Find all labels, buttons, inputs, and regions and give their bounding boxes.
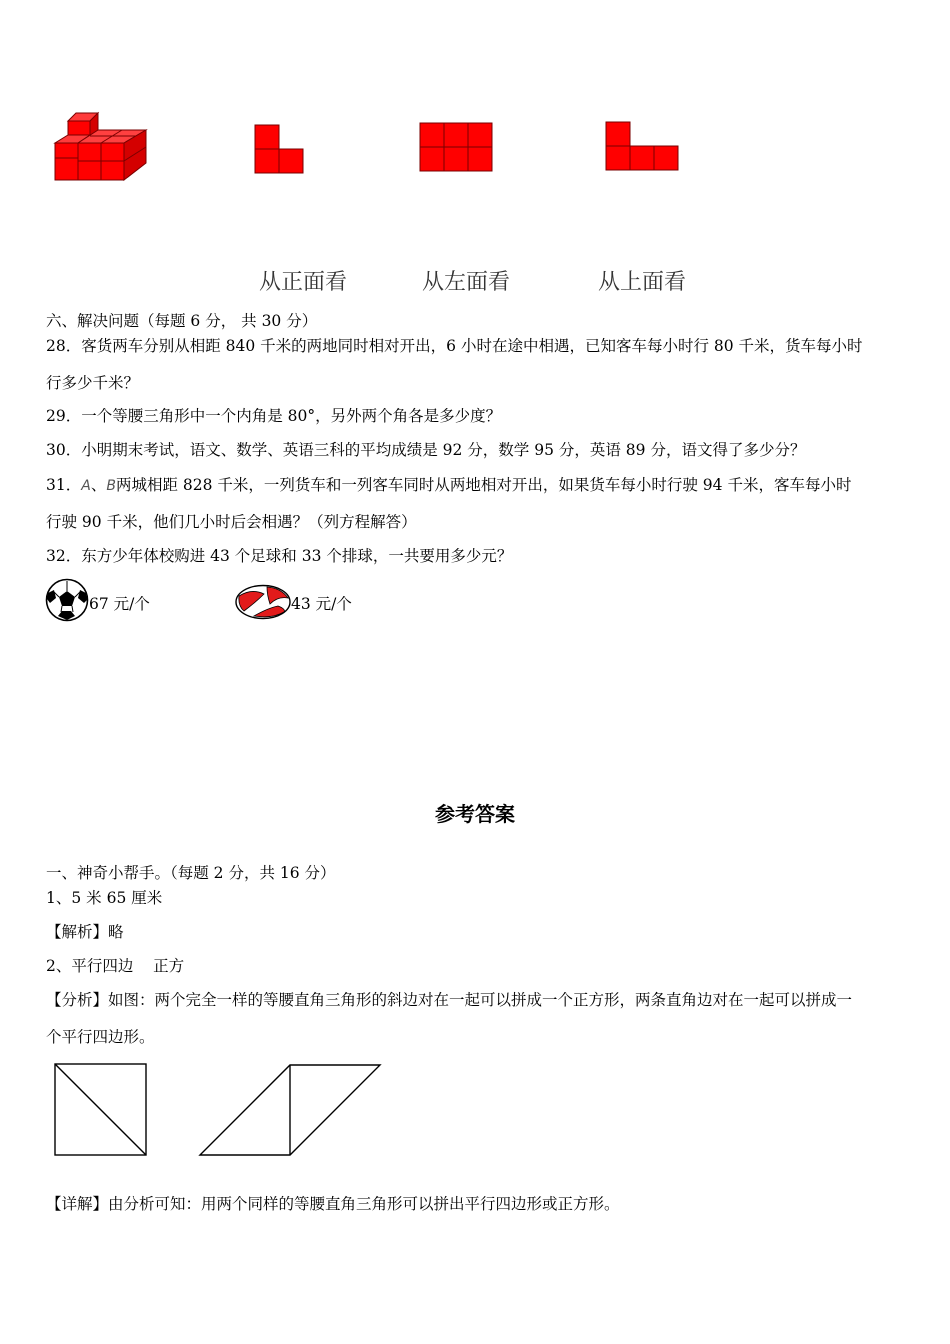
section6-heading: 六、解决问题（每题 6 分， 共 30 分） bbox=[46, 312, 318, 330]
top-view-label: 从上面看 bbox=[598, 270, 687, 295]
city-b: B bbox=[106, 478, 116, 494]
answer-2-analysis-line1: 【分析】如图：两个完全一样的等腰直角三角形的斜边对在一起可以拼成一个正方形，两条直角边对在一起可以拼成一 bbox=[46, 991, 853, 1009]
triangle-assembly-diagram bbox=[50, 1060, 390, 1160]
question-28-line1: 28．客货两车分别从相距 840 千米的两地同时相对开出，6 小时在途中相遇，已知客车每小时行 80 千米，货车每小时 bbox=[46, 337, 863, 355]
question-29: 29．一个等腰三角形中一个内角是 80°，另外两个角各是多少度？ bbox=[46, 407, 502, 425]
question-28-line2: 行多少千米？ bbox=[46, 374, 140, 392]
left-view-shape bbox=[419, 122, 495, 174]
answer-1-analysis: 【解析】略 bbox=[46, 923, 124, 941]
question-30: 30．小明期末考试，语文、数学、英语三科的平均成绩是 92 分，数学 95 分，英语 89 分，语文得了多少分？ bbox=[46, 441, 806, 459]
answer-2-analysis-line2: 个平行四边形。 bbox=[46, 1028, 155, 1046]
answer-2: 2、平行四边 正方 bbox=[46, 957, 185, 975]
soccer-ball-price: 67 元/个 bbox=[89, 595, 150, 613]
answer-1: 1、5 米 65 厘米 bbox=[46, 889, 163, 907]
city-a: A bbox=[81, 478, 91, 494]
question-31-number: 31． bbox=[46, 476, 82, 494]
question-31-text: 两城相距 828 千米，一列货车和一列客车同时从两地相对开出，如果货车每小时行驶 94 千米，客车每小时 bbox=[115, 476, 852, 494]
volleyball-icon bbox=[234, 584, 292, 620]
answers-section1-heading: 一、神奇小帮手。（每题 2 分，共 16 分） bbox=[46, 864, 336, 882]
question-31-line2: 行驶 90 千米，他们几小时后会相遇？（列方程解答） bbox=[46, 513, 417, 531]
volleyball-price: 43 元/个 bbox=[291, 595, 352, 613]
left-view-label: 从左面看 bbox=[422, 270, 511, 295]
cube-stack-figure bbox=[50, 108, 155, 186]
city-separator: 、 bbox=[90, 476, 107, 494]
soccer-ball-icon bbox=[44, 578, 90, 622]
top-view-shape bbox=[605, 121, 681, 173]
answer-2-detail: 【详解】由分析可知：用两个同样的等腰直角三角形可以拼出平行四边形或正方形。 bbox=[46, 1195, 620, 1213]
answers-title: 参考答案 bbox=[435, 802, 515, 826]
front-view-label: 从正面看 bbox=[259, 270, 348, 295]
question-32: 32．东方少年体校购进 43 个足球和 33 个排球，一共要用多少元？ bbox=[46, 547, 513, 565]
front-view-shape bbox=[254, 124, 306, 176]
question-31-line1 bbox=[46, 475, 851, 496]
